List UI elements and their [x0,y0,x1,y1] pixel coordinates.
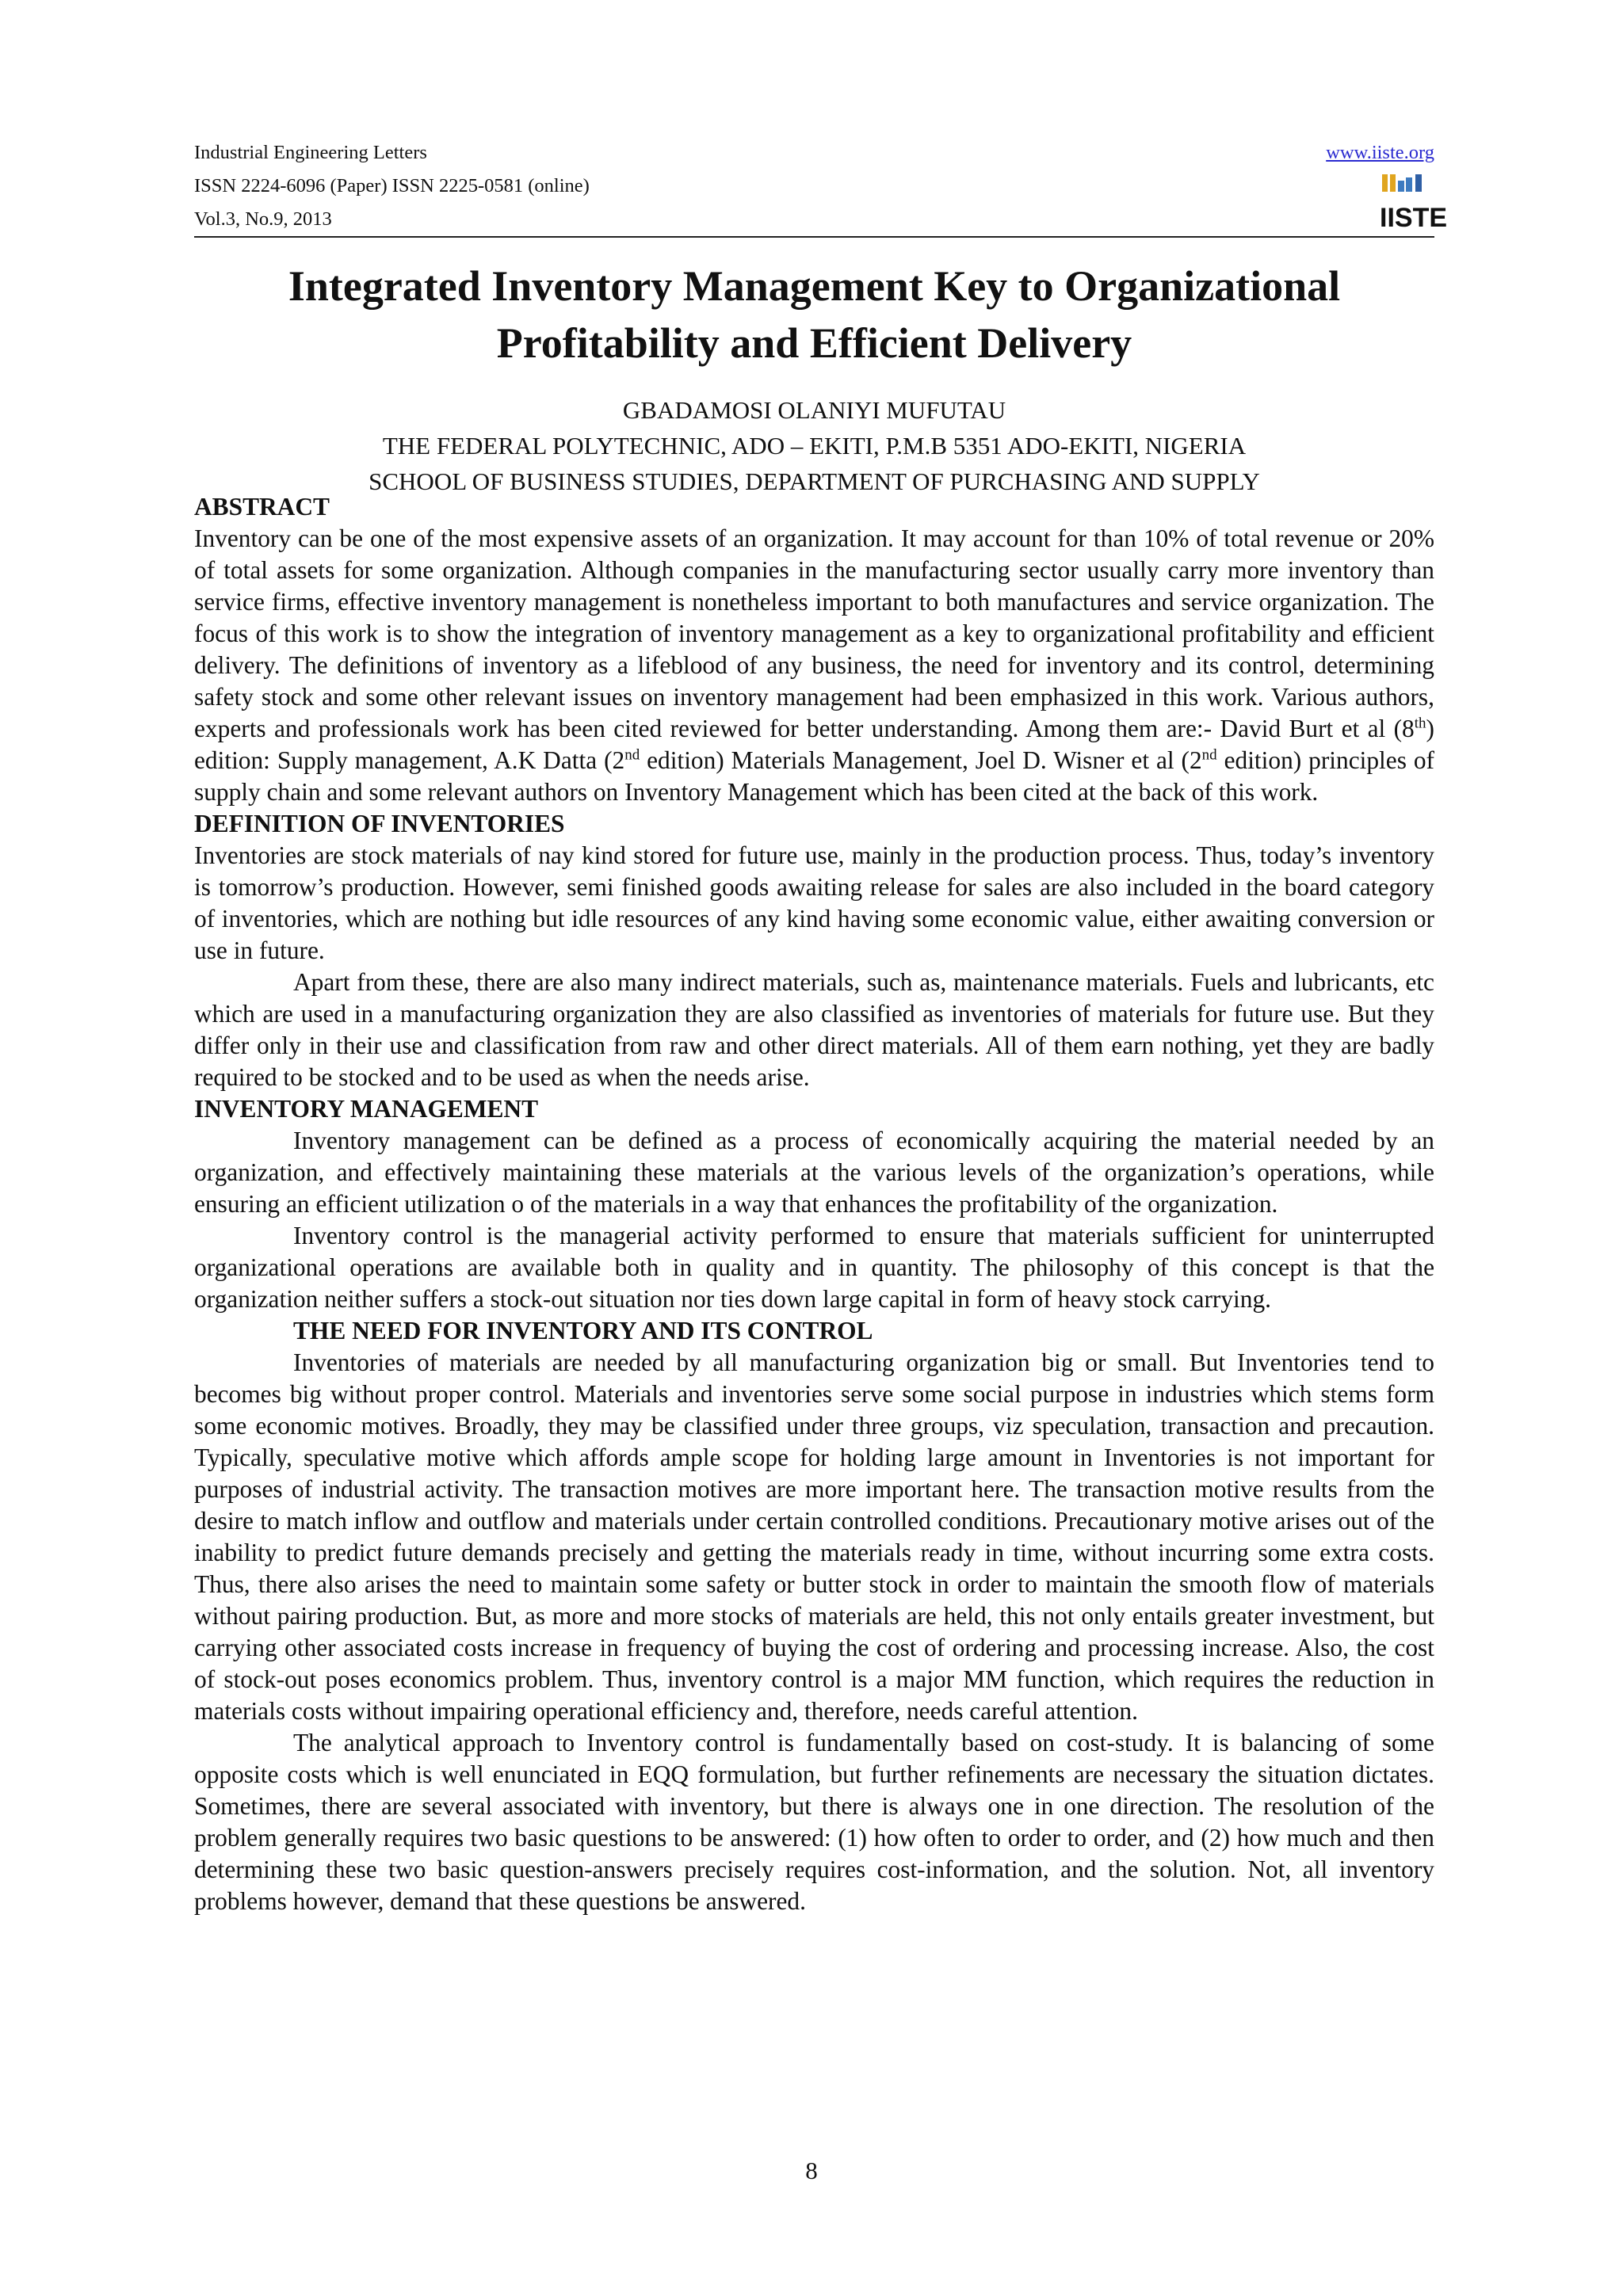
abstract-heading: ABSTRACT [194,493,330,521]
management-paragraph-2: Inventory control is the managerial activity performed to ensure that materials sufficient for uninterrupted organizational operations are available both in quality and in quantity. The philosophy of this concept is that the organization neither suffers a stock-out situation nor ties down large capital in form of heavy stock carrying. [194,1222,1434,1313]
need-paragraph-1: Inventories of materials are needed by all manufacturing organization big or small. But Inventories tend to becomes big without proper control. Materials and inventories serve some social purpose in industries which stems form some economic motives. Broadly, they may be classified under three groups, viz speculation, transaction and precaution. Typically, speculative motive which affords ample scope for holding large amount in Inventories is not important for purposes of industrial activity. The transaction motives are more important here. The transaction motive results from the desire to match inflow and outflow and materials under certain controlled conditions. Precautionary motive arises out of the inability to predict future demands precisely and getting the materials ready in time, without incurring some extra costs. Thus, there also arises the need to maintain some safety or butter stock in order to maintain the smooth flow of materials without pairing production. But, as more and more stocks of materials are held, this not only entails greater investment, but carrying other associated costs increase in frequency of buying the cost of ordering and processing increase. Also, the cost of stock-out poses economics problem. Thus, inventory control is a major MM function, which requires the reduction in materials costs without impairing operational efficiency and, therefore, needs careful attention. [194,1348,1434,1725]
paper-body [194,491,1434,1917]
journal-header [194,136,1448,235]
iiste-logo [1379,173,1448,233]
definition-paragraph-1: Inventories are stock materials of nay kind stored for future use, mainly in the production process. Thus, today’s inventory is tomorrow’s production. However, semi finished goods awaiting release for sales are also included in the board category of inventories, which are nothing but idle resources of any kind having some economic value, either awaiting conversion or use in future. [194,841,1434,964]
author-affiliation-1: THE FEDERAL POLYTECHNIC, ADO – EKITI, P.M.B 5351 ADO-EKITI, NIGERIA [382,432,1247,460]
superscript-nd-2: nd [1201,746,1217,764]
need-heading: THE NEED FOR INVENTORY AND ITS CONTROL [293,1317,873,1344]
author-name: GBADAMOSI OLANIYI MUFUTAU [622,396,1006,424]
header-right [1326,136,1434,170]
page-number: 8 [805,2157,818,2184]
abstract-text-d: edition) principles of supply chain and some relevant authors on Inventory Management which has been cited at the back of this work. [194,746,1434,806]
author-block [194,392,1434,499]
abstract-text-c: edition) Materials Management, Joel D. Wisner et al (2 [640,746,1202,774]
logo-text: IISTE [1380,203,1448,233]
abstract-text-b: ) edition: Supply management, A.K Datta (2 [194,715,1434,774]
superscript-th: th [1414,715,1426,732]
journal-url-link[interactable]: www.iiste.org [1326,142,1434,163]
abstract-text-a: Inventory can be one of the most expensive assets of an organization. It may account for than 10% of total revenue or 20% of total assets for some organization. Although companies in the manufacturing sector usually carry more inventory than service firms, effective inventory management is nonetheless important to both manufactures and service organization. The focus of this work is to show the integration of inventory management as a key to organizational profitability and efficient delivery. The definitions of inventory as a lifeblood of any business, the need for inventory and its control, determining safety stock and some other relevant issues on inventory management had been emphasized in this work. Various authors, experts and professionals work has been cited reviewed for better understanding. Among them are:- David Burt et al (8 [194,524,1434,742]
title-line-2: Profitability and Efficient Delivery [496,319,1132,367]
need-paragraph-2: The analytical approach to Inventory control is fundamentally based on cost-study. It is balancing of some opposite costs which is well enunciated in EQQ formulation, but further refinements are necessary the situation dictates. Sometimes, there are several associated with inventory, but there is always one in one direction. The resolution of the problem generally requires two basic questions to be answered: (1) how often to order to order, and (2) how much and then determining these two basic question-answers precisely requires cost-information, and the solution. Not, all inventory problems however, demand that these questions be answered. [194,1729,1434,1915]
title-line-1: Integrated Inventory Management Key to Organizational [288,262,1341,310]
header-divider [194,236,1434,238]
journal-volume: Vol.3, No.9, 2013 [194,208,332,230]
management-heading: INVENTORY MANAGEMENT [194,1095,539,1123]
abstract-paragraph [194,523,1434,808]
author-affiliation-2: SCHOOL OF BUSINESS STUDIES, DEPARTMENT OF PURCHASING AND SUPPLY [369,467,1260,495]
definition-heading: DEFINITION OF INVENTORIES [194,810,565,837]
management-paragraph-1: Inventory management can be defined as a process of economically acquiring the material needed by an organization, and effectively maintaining these materials at the various levels of the organization’s operations, while ensuring an efficient utilization o of the materials in a way that enhances the profitability of the organization. [194,1127,1434,1218]
journal-name: Industrial Engineering Letters [194,142,427,163]
definition-paragraph-2: Apart from these, there are also many indirect materials, such as, maintenance materials. Fuels and lubricants, etc which are used in a manufacturing organization they are also classified as inventories of materials for future use. But they differ only in their use and classification from raw and other direct materials. All of them earn nothing, yet they are badly required to be stocked and to be used as when the needs arise. [194,968,1434,1091]
journal-issn: ISSN 2224-6096 (Paper) ISSN 2225-0581 (online) [194,175,590,196]
superscript-nd-1: nd [624,746,640,764]
paper-title [194,257,1434,372]
